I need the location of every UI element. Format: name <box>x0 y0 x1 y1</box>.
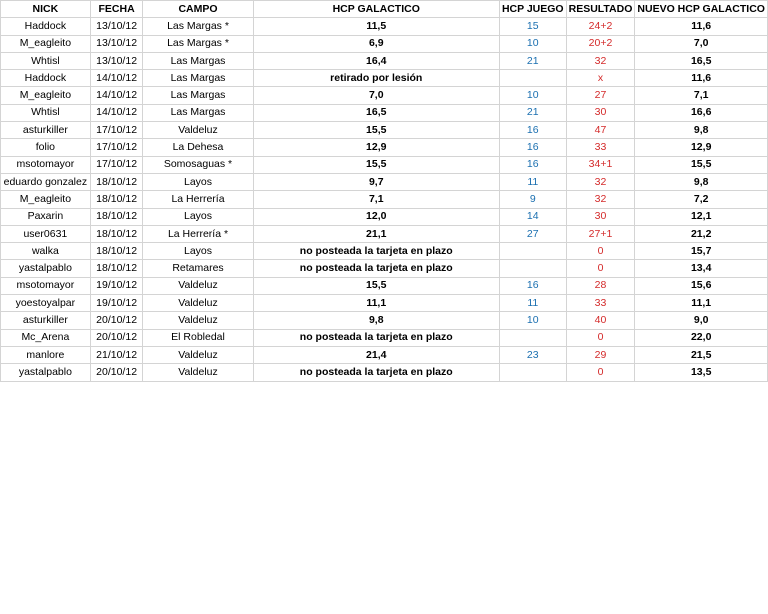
campo-cell: Somosaguas * <box>143 156 253 173</box>
nuevo-hcp-cell: 22,0 <box>635 329 768 346</box>
campo-cell: Valdeluz <box>143 277 253 294</box>
fecha-cell: 14/10/12 <box>90 70 143 87</box>
nick-cell: Whtisl <box>1 104 91 121</box>
hcp-galactico-cell: 12,0 <box>253 208 499 225</box>
table-row <box>1 208 768 225</box>
header-nick: NICK <box>1 1 91 18</box>
hcp-juego-cell: 16 <box>499 139 566 156</box>
nuevo-hcp-cell: 13,4 <box>635 260 768 277</box>
nuevo-hcp-cell: 9,0 <box>635 312 768 329</box>
hcp-juego-cell: 21 <box>499 52 566 69</box>
hcp-juego-cell: 11 <box>499 173 566 190</box>
hcp-galactico-cell: 7,0 <box>253 87 499 104</box>
nuevo-hcp-cell: 16,6 <box>635 104 768 121</box>
nick-cell: M_eagleito <box>1 87 91 104</box>
nuevo-hcp-cell: 12,9 <box>635 139 768 156</box>
resultado-cell: 0 <box>566 260 635 277</box>
resultado-cell: 29 <box>566 346 635 363</box>
hcp-galactico-cell: 7,1 <box>253 191 499 208</box>
campo-cell: Las Margas * <box>143 18 253 35</box>
fecha-cell: 13/10/12 <box>90 35 143 52</box>
table-row <box>1 295 768 312</box>
hcp-juego-cell: 10 <box>499 35 566 52</box>
nick-cell: M_eagleito <box>1 191 91 208</box>
fecha-cell: 20/10/12 <box>90 329 143 346</box>
nuevo-hcp-cell: 9,8 <box>635 122 768 139</box>
table-row <box>1 346 768 363</box>
table-row <box>1 139 768 156</box>
fecha-cell: 17/10/12 <box>90 122 143 139</box>
hcp-juego-cell: 10 <box>499 87 566 104</box>
nick-cell: msotomayor <box>1 156 91 173</box>
campo-cell: Layos <box>143 208 253 225</box>
hcp-galactico-cell: 11,5 <box>253 18 499 35</box>
fecha-cell: 19/10/12 <box>90 295 143 312</box>
nuevo-hcp-cell: 7,2 <box>635 191 768 208</box>
campo-cell: Las Margas <box>143 52 253 69</box>
campo-cell: La Dehesa <box>143 139 253 156</box>
header-campo: CAMPO <box>143 1 253 18</box>
nuevo-hcp-cell: 9,8 <box>635 173 768 190</box>
hcp-galactico-cell: retirado por lesión <box>253 70 499 87</box>
table-row <box>1 87 768 104</box>
nuevo-hcp-cell: 12,1 <box>635 208 768 225</box>
fecha-cell: 18/10/12 <box>90 173 143 190</box>
nuevo-hcp-cell: 15,5 <box>635 156 768 173</box>
campo-cell: Layos <box>143 173 253 190</box>
resultado-cell: 0 <box>566 364 635 381</box>
hcp-juego-cell: 23 <box>499 346 566 363</box>
hcp-juego-cell: 16 <box>499 156 566 173</box>
nick-cell: asturkiller <box>1 312 91 329</box>
campo-cell: La Herrería <box>143 191 253 208</box>
campo-cell: Layos <box>143 243 253 260</box>
table-row <box>1 225 768 242</box>
campo-cell: Las Margas <box>143 104 253 121</box>
table-row <box>1 104 768 121</box>
resultado-cell: 33 <box>566 295 635 312</box>
campo-cell: El Robledal <box>143 329 253 346</box>
header-nuevo-hcp: NUEVO HCP GALACTICO <box>635 1 768 18</box>
nuevo-hcp-cell: 7,1 <box>635 87 768 104</box>
table-row <box>1 312 768 329</box>
nuevo-hcp-cell: 11,1 <box>635 295 768 312</box>
hcp-juego-cell <box>499 364 566 381</box>
hcp-juego-cell: 15 <box>499 18 566 35</box>
campo-cell: Valdeluz <box>143 346 253 363</box>
nuevo-hcp-cell: 7,0 <box>635 35 768 52</box>
table-row <box>1 173 768 190</box>
hcp-galactico-cell: 16,4 <box>253 52 499 69</box>
fecha-cell: 18/10/12 <box>90 243 143 260</box>
hcp-galactico-cell: 11,1 <box>253 295 499 312</box>
hcp-juego-cell <box>499 70 566 87</box>
hcp-juego-cell: 27 <box>499 225 566 242</box>
hcp-galactico-cell: 9,8 <box>253 312 499 329</box>
nick-cell: msotomayor <box>1 277 91 294</box>
fecha-cell: 18/10/12 <box>90 191 143 208</box>
hcp-galactico-cell: 21,4 <box>253 346 499 363</box>
hcp-juego-cell: 21 <box>499 104 566 121</box>
table-row <box>1 260 768 277</box>
campo-cell: Valdeluz <box>143 364 253 381</box>
nuevo-hcp-cell: 21,2 <box>635 225 768 242</box>
campo-cell: Valdeluz <box>143 312 253 329</box>
header-resultado: RESULTADO <box>566 1 635 18</box>
hcp-galactico-cell: 9,7 <box>253 173 499 190</box>
nick-cell: manlore <box>1 346 91 363</box>
hcp-galactico-cell: 6,9 <box>253 35 499 52</box>
hcp-galactico-cell: no posteada la tarjeta en plazo <box>253 329 499 346</box>
hcp-galactico-cell: 12,9 <box>253 139 499 156</box>
campo-cell: Valdeluz <box>143 122 253 139</box>
nuevo-hcp-cell: 15,6 <box>635 277 768 294</box>
nick-cell: Paxarin <box>1 208 91 225</box>
table-row <box>1 329 768 346</box>
nick-cell: Haddock <box>1 70 91 87</box>
campo-cell: Retamares <box>143 260 253 277</box>
fecha-cell: 18/10/12 <box>90 208 143 225</box>
nick-cell: M_eagleito <box>1 35 91 52</box>
table-row <box>1 191 768 208</box>
hcp-juego-cell: 14 <box>499 208 566 225</box>
fecha-cell: 13/10/12 <box>90 18 143 35</box>
fecha-cell: 17/10/12 <box>90 156 143 173</box>
resultado-cell: 32 <box>566 173 635 190</box>
resultado-cell: 0 <box>566 243 635 260</box>
nick-cell: yastalpablo <box>1 364 91 381</box>
table-row <box>1 243 768 260</box>
fecha-cell: 14/10/12 <box>90 87 143 104</box>
fecha-cell: 13/10/12 <box>90 52 143 69</box>
nick-cell: user0631 <box>1 225 91 242</box>
hcp-juego-cell: 16 <box>499 277 566 294</box>
nick-cell: eduardo gonzalez <box>1 173 91 190</box>
table-row <box>1 70 768 87</box>
campo-cell: La Herrería * <box>143 225 253 242</box>
resultado-cell: 24+2 <box>566 18 635 35</box>
table-row <box>1 35 768 52</box>
hcp-galactico-cell: 15,5 <box>253 156 499 173</box>
table-row <box>1 156 768 173</box>
hcp-galactico-cell: 15,5 <box>253 122 499 139</box>
header-fecha: FECHA <box>90 1 143 18</box>
hcp-juego-cell: 10 <box>499 312 566 329</box>
resultado-cell: 0 <box>566 329 635 346</box>
table-row <box>1 277 768 294</box>
fecha-cell: 20/10/12 <box>90 312 143 329</box>
fecha-cell: 21/10/12 <box>90 346 143 363</box>
nick-cell: folio <box>1 139 91 156</box>
resultado-cell: 20+2 <box>566 35 635 52</box>
nuevo-hcp-cell: 11,6 <box>635 70 768 87</box>
table-row <box>1 364 768 381</box>
hcp-galactico-cell: 15,5 <box>253 277 499 294</box>
fecha-cell: 18/10/12 <box>90 260 143 277</box>
fecha-cell: 20/10/12 <box>90 364 143 381</box>
resultado-cell: 27 <box>566 87 635 104</box>
nuevo-hcp-cell: 15,7 <box>635 243 768 260</box>
campo-cell: Las Margas <box>143 87 253 104</box>
campo-cell: Valdeluz <box>143 295 253 312</box>
resultado-cell: 34+1 <box>566 156 635 173</box>
resultado-cell: x <box>566 70 635 87</box>
fecha-cell: 18/10/12 <box>90 225 143 242</box>
nick-cell: walka <box>1 243 91 260</box>
hcp-galactico-cell: 21,1 <box>253 225 499 242</box>
nick-cell: asturkiller <box>1 122 91 139</box>
hcp-juego-cell <box>499 260 566 277</box>
header-hcp-galactico: HCP GALACTICO <box>253 1 499 18</box>
table-row <box>1 18 768 35</box>
nick-cell: yastalpablo <box>1 260 91 277</box>
nuevo-hcp-cell: 13,5 <box>635 364 768 381</box>
header-hcp-juego: HCP JUEGO <box>499 1 566 18</box>
hcp-juego-cell <box>499 243 566 260</box>
hcp-juego-cell <box>499 329 566 346</box>
nuevo-hcp-cell: 16,5 <box>635 52 768 69</box>
hcp-juego-cell: 9 <box>499 191 566 208</box>
resultado-cell: 32 <box>566 52 635 69</box>
hcp-galactico-cell: no posteada la tarjeta en plazo <box>253 260 499 277</box>
hcp-galactico-cell: no posteada la tarjeta en plazo <box>253 364 499 381</box>
hcp-galactico-cell: no posteada la tarjeta en plazo <box>253 243 499 260</box>
nuevo-hcp-cell: 21,5 <box>635 346 768 363</box>
header-row <box>1 1 768 18</box>
resultado-cell: 30 <box>566 104 635 121</box>
resultado-cell: 33 <box>566 139 635 156</box>
fecha-cell: 14/10/12 <box>90 104 143 121</box>
fecha-cell: 19/10/12 <box>90 277 143 294</box>
campo-cell: Las Margas * <box>143 35 253 52</box>
nuevo-hcp-cell: 11,6 <box>635 18 768 35</box>
nick-cell: Haddock <box>1 18 91 35</box>
resultado-cell: 30 <box>566 208 635 225</box>
nick-cell: Mc_Arena <box>1 329 91 346</box>
hcp-juego-cell: 11 <box>499 295 566 312</box>
nick-cell: Whtisl <box>1 52 91 69</box>
resultado-cell: 27+1 <box>566 225 635 242</box>
hcp-galactico-cell: 16,5 <box>253 104 499 121</box>
fecha-cell: 17/10/12 <box>90 139 143 156</box>
nick-cell: yoestoyalpar <box>1 295 91 312</box>
hcp-juego-cell: 16 <box>499 122 566 139</box>
campo-cell: Las Margas <box>143 70 253 87</box>
resultado-cell: 47 <box>566 122 635 139</box>
table-row <box>1 122 768 139</box>
resultado-cell: 40 <box>566 312 635 329</box>
resultado-cell: 32 <box>566 191 635 208</box>
table-row <box>1 52 768 69</box>
resultado-cell: 28 <box>566 277 635 294</box>
